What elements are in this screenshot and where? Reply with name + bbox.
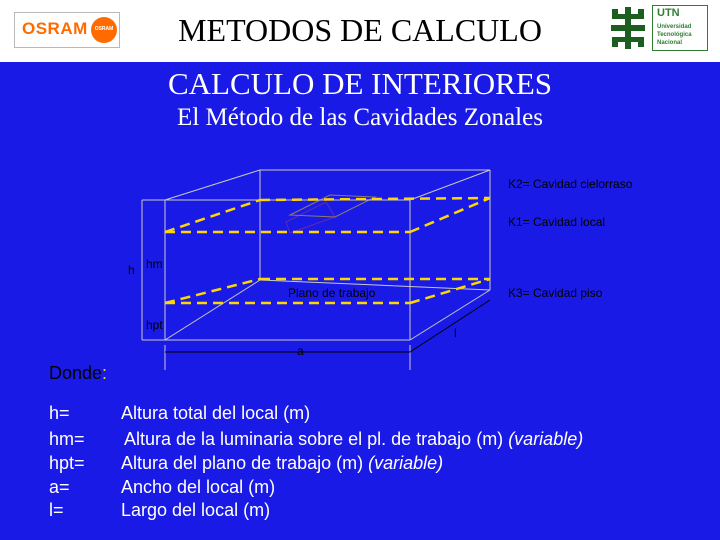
definition-symbol: l= [49,500,64,520]
definition-description: Altura del plano de trabajo (m) [121,453,369,473]
definition-symbol: h= [49,403,70,423]
utn-logo-line: Universidad [657,24,692,30]
k2-label: K2= Cavidad cielorraso [508,177,633,191]
definition-text [121,500,270,521]
definition-text [124,429,583,450]
dimension-lines [165,300,490,352]
definition-text [121,403,310,424]
work-plane-label: Plano de trabajo [288,286,376,300]
definitions-heading-text: Donde [49,363,103,383]
definition-description: Ancho del local (m) [121,477,276,497]
definition-symbol: hm= [49,429,85,449]
definition-symbol: a= [49,477,70,497]
hpt-label: hpt [146,318,163,332]
utn-logo-line: Nacional [657,40,683,46]
definition-text [121,453,443,474]
definitions-heading [49,363,107,384]
l-label: l [454,326,457,340]
definition-symbol: hpt= [49,453,85,473]
definition-text [121,477,275,498]
hm-label: hm [146,257,163,271]
a-label: a [297,344,304,358]
k3-label: K3= Cavidad piso [508,286,603,300]
h-label: h [128,263,135,277]
definitions-heading-colon: : [102,363,108,383]
osram-logo-text: OSRAM [22,19,88,38]
definition-note: (variable) [368,453,444,473]
utn-logo-line: Tecnológica [657,32,692,38]
definition-note: (variable) [508,429,584,449]
header-title: METODOS DE CALCULO [178,12,542,48]
k1-label: K1= Cavidad local [508,215,606,229]
utn-logo-acronym: UTN [657,7,680,19]
slide-title: CALCULO DE INTERIORES [167,66,553,101]
slide-subtitle: El Método de las Cavidades Zonales [177,104,543,131]
definition-description: Largo del local (m) [121,500,271,520]
osram-disc-text: OSRAM [94,26,114,32]
definition-description: Altura total del local (m) [121,403,311,423]
definition-description: Altura de la luminaria sobre el pl. de trabajo (m) [124,429,509,449]
